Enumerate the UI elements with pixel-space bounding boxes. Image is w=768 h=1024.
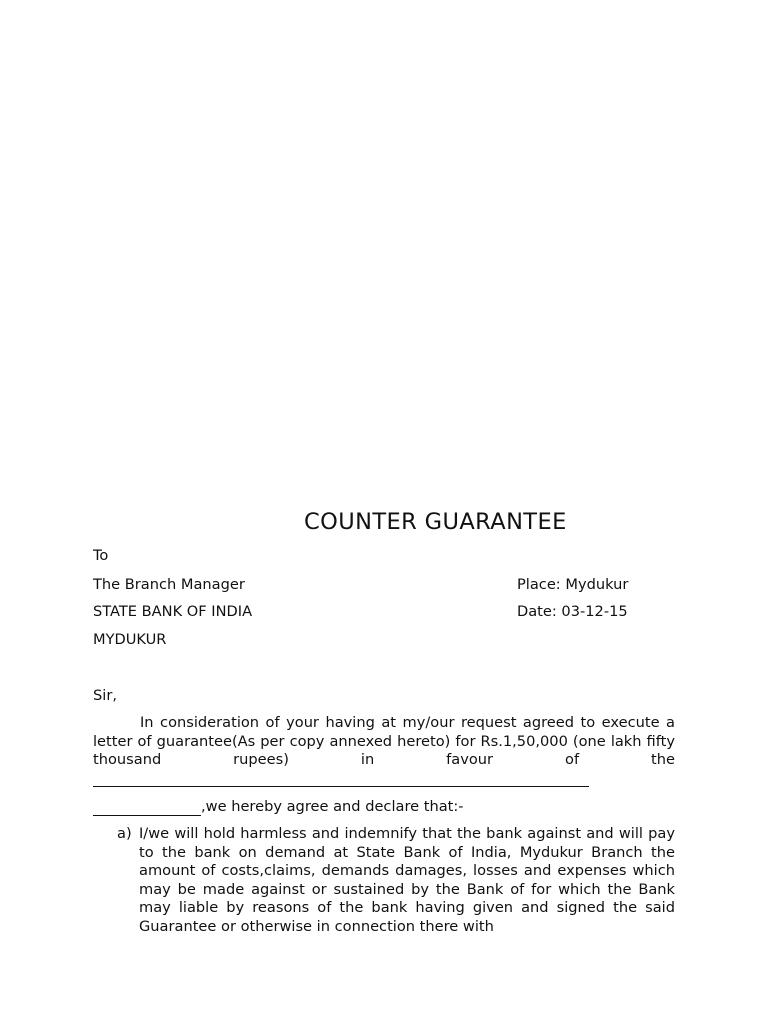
body-paragraph	[93, 714, 675, 770]
beneficiary-blank-line	[93, 786, 589, 787]
recipient-line-1: The Branch Manager	[93, 576, 245, 593]
recipient-line-3: MYDUKUR	[93, 631, 167, 648]
body-intro-text: In consideration of your having at my/our request agreed to execute a letter of guarantee(As per copy annexed hereto) for Rs.1,50,000 (one lakh fifty thousand rupees) in favour of the	[93, 714, 675, 768]
clause-marker: a)	[117, 825, 132, 842]
declaration-text: ,we hereby agree and declare that:-	[201, 798, 464, 815]
recipient-to: To	[93, 547, 109, 564]
salutation: Sir,	[93, 687, 117, 704]
date-field: Date: 03-12-15	[517, 603, 628, 620]
clause-text: I/we will hold harmless and indemnify that the bank against and will pay to the bank on demand at State Bank of India, Mydukur Branch the amount of costs,claims, demands damages, losses and expenses which may be made against or sustained by the Bank of for which the Bank may liable by reasons of the bank having given and signed the said Guarantee or otherwise in connection there with	[139, 825, 675, 935]
beneficiary-blank-line-2	[93, 815, 201, 816]
recipient-line-2: STATE BANK OF INDIA	[93, 603, 253, 620]
document-title: COUNTER GUARANTEE	[304, 509, 567, 535]
place-field: Place: Mydukur	[517, 576, 629, 593]
